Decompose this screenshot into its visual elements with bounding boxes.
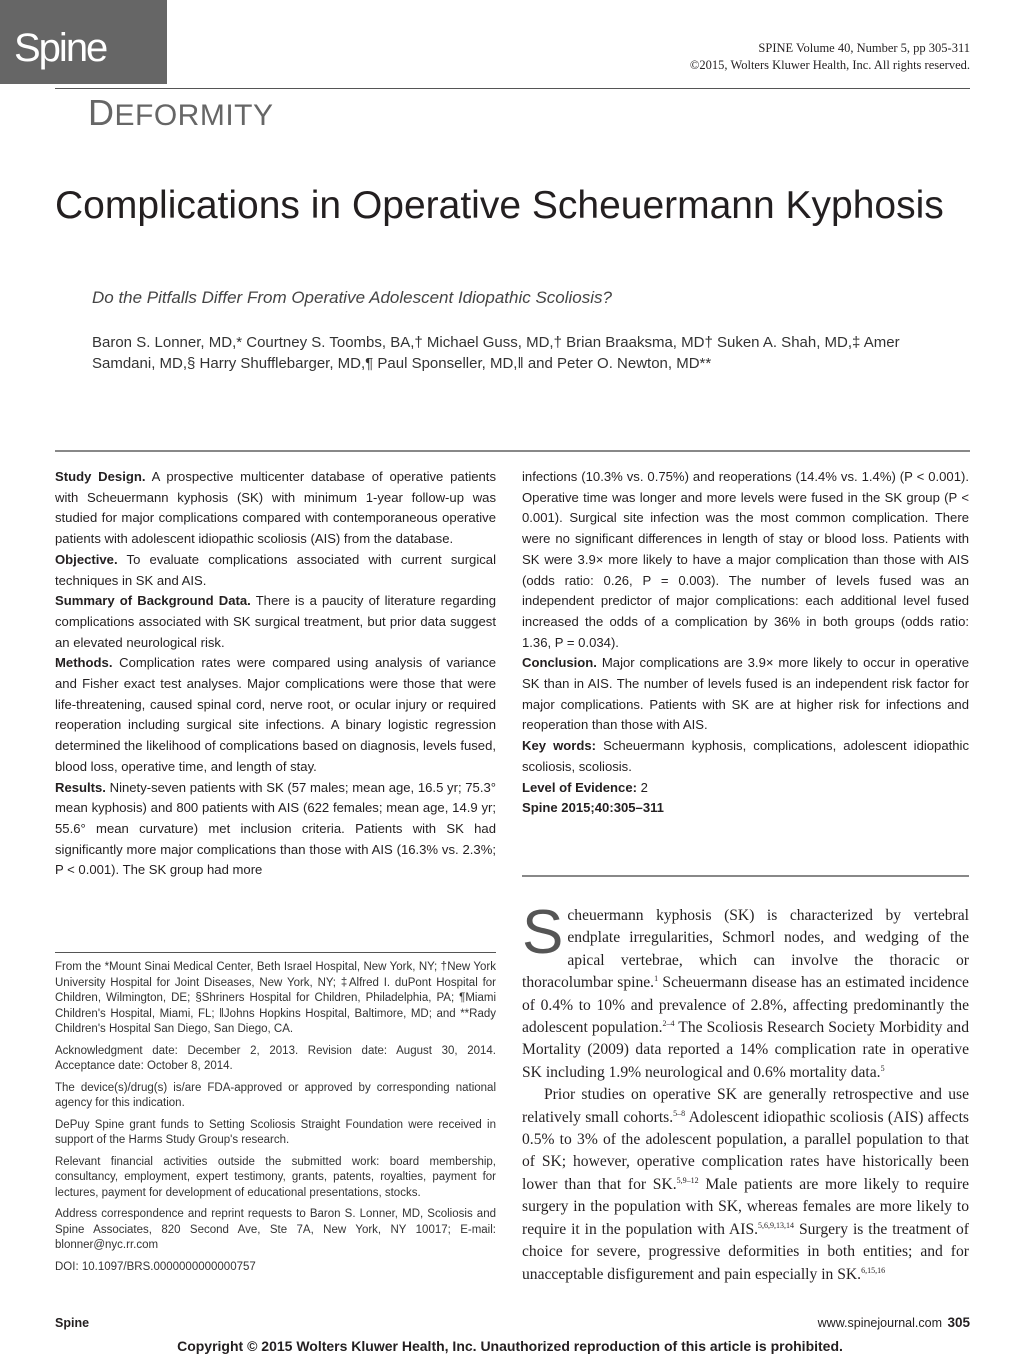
section-initial: D <box>88 92 115 133</box>
background-heading: Summary of Background Data. <box>55 593 251 609</box>
abstract-results <box>55 778 496 882</box>
section-label <box>88 92 274 134</box>
page-number: 305 <box>947 1315 970 1330</box>
footnote-funding: DePuy Spine grant funds to Setting Scoliosis Straight Foundation were received in support of the Harms Study Group's research. <box>55 1118 496 1146</box>
methods-text: Complication rates were compared using analysis of variance and Fisher exact test analyses. Major complications were those that were life-threatening, caused spinal cord, nerve root, or ocular injury or required reoperation including surgical site infections. A binary logistic regression determined the likelihood of complications based on diagnosis, levels fused, blood loss, operative time, and length of stay. <box>55 655 496 774</box>
drop-cap: S <box>522 898 564 967</box>
author-list: Baron S. Lonner, MD,* Courtney S. Toombs, BA,† Michael Guss, MD,† Brian Braaksma, MD† Suken A. Shah, MD,‡ Amer Samdani, MD,§ Harry Shufflebarger, MD,¶ Paul Sponseller, MD,‖ and Peter O. Newton, MD** <box>92 334 900 372</box>
conclusion-heading: Conclusion. <box>522 655 597 671</box>
body-p1-part2: Scheuermann disease has an estimated incidence of 0.4% to 10% and prevalence of 2.8%, affecting predominantly the adolescent population. <box>522 974 969 1037</box>
citation-ref: 5,9–12 <box>676 1175 699 1185</box>
body-paragraph-2 <box>522 1084 969 1286</box>
keywords-text: Scheuermann kyphosis, complications, adolescent idiopathic scoliosis, scoliosis. <box>522 738 970 774</box>
objective-text: To evaluate complications associated with current surgical techniques in SK and AIS. <box>55 551 496 588</box>
body-text <box>522 898 970 1286</box>
abstract-objective <box>55 550 496 591</box>
citation-ref: 5–8 <box>673 1108 686 1118</box>
abstract-keywords <box>522 736 969 777</box>
journal-meta <box>690 40 970 74</box>
abstract-left-column <box>55 467 496 881</box>
results-text: Ninety-seven patients with SK (57 males; mean age, 16.5 yr; 75.3° mean kyphosis) and 800 patients with AIS (622 females; mean age, 14.9 yr; 55.6° mean curvature) met inclusion criteria. Patients with SK had significantly more major complications than those with AIS (16.3% vs. 2.3%; P < 0.001). The SK group had more <box>55 779 496 878</box>
citation-ref: 6,15,16 <box>861 1265 886 1275</box>
body-p2-part1: Prior studies on operative SK are generally retrospective and use relatively small cohorts. <box>522 1086 969 1126</box>
citation-ref: 1 <box>654 974 659 984</box>
body-top-rule <box>522 875 969 877</box>
header-divider <box>55 88 970 89</box>
study-design-text: A prospective multicenter database of operative patients with Scheuermann kyphosis (SK) with minimum 1-year follow-up was studied for major complications compared with contemporaneous operative patients with adolescent idiopathic scoliosis (AIS) from the database. <box>55 469 496 547</box>
body-paragraph-1 <box>522 898 969 1084</box>
methods-heading: Methods. <box>55 655 113 671</box>
abstract-right-column <box>522 467 969 819</box>
body-p1-part1: cheuermann kyphosis (SK) is characterized by vertebral endplate irregularities, Schmorl nodes, and wedging of the apical vertebrae, which can involve the thoracic or thoracolumbar spine. <box>522 907 969 992</box>
footnotes <box>55 960 496 1281</box>
journal-copyright-line: ©2015, Wolters Kluwer Health, Inc. All rights reserved. <box>689 58 970 72</box>
footer-journal-name: Spine <box>55 1316 90 1330</box>
keywords-heading: Key words: <box>522 738 596 754</box>
conclusion-text: Major complications are 3.9× more likely to occur in operative SK than in AIS. The number of levels fused is an independent risk factor for major complications. Patients with SK are at higher risk for infections and reoperation than those with AIS. <box>522 655 969 733</box>
abstract-top-rule <box>55 450 970 452</box>
citation-ref: 2–4 <box>662 1018 675 1028</box>
journal-logo: Spine <box>14 26 107 70</box>
body-p2-part3: Male patients are more likely to require surgery in the population with SK, whereas females are more likely to require it in the population with AIS. <box>522 1175 970 1238</box>
copyright-notice: Copyright © 2015 Wolters Kluwer Health, Inc. Unauthorized reproduction of this article is prohibited. <box>177 1338 843 1354</box>
section-rest: EFORMITY <box>114 99 274 132</box>
background-text: There is a paucity of literature regarding complications associated with SK surgical treatment, but prior data suggest an elevated neurological risk. <box>55 593 496 650</box>
body-p2-part2: Adolescent idiopathic scoliosis (AIS) affects 0.5% to 3% of the adolescent population, a parallel population to that of SK; however, operative complication rates have historically been lower than that for SK. <box>522 1108 970 1193</box>
footnote-financial: Relevant financial activities outside the submitted work: board membership, consultancy, employment, expert testimony, grants, patents, royalties, payment for lectures, payment for development of educational presentations, stocks. <box>55 1155 496 1199</box>
abstract-background <box>55 591 496 653</box>
footnote-address: Address correspondence and reprint requests to Baron S. Lonner, MD, Scoliosis and Spine Associates, 820 Second Ave, Ste 7A, New York, NY 10017; E-mail: blonner@nyc.rr.com <box>55 1208 496 1251</box>
level-heading: Level of Evidence: <box>522 779 637 795</box>
footnote-divider <box>55 952 496 953</box>
footer-url[interactable]: www.spinejournal.com <box>817 1316 942 1330</box>
citation-ref: 5,6,9,13,14 <box>758 1220 795 1230</box>
footnote-dates: Acknowledgment date: December 2, 2013. Revision date: August 30, 2014. Acceptance date: October 8, 2014. <box>55 1044 496 1072</box>
study-design-heading: Study Design. <box>55 469 146 484</box>
results-heading: Results. <box>55 779 106 795</box>
journal-volume-line: SPINE Volume 40, Number 5, pp 305-311 <box>758 41 970 55</box>
level-text: 2 <box>640 779 648 795</box>
abstract-conclusion <box>522 653 969 736</box>
footnote-doi: DOI: 10.1097/BRS.0000000000000757 <box>55 1260 256 1273</box>
abstract-study-design <box>55 467 496 550</box>
results-continued: infections (10.3% vs. 0.75%) and reoperations (14.4% vs. 1.4%) (P < 0.001). Operative time was longer and more levels were fused in the SK group (P < 0.001). Surgical site infection was the most common complication. There were no significant differences in length of stay or blood loss. Patients with SK were 3.9× more likely to have a major complication than those with AIS (odds ratio: 0.26, P = 0.003). The number of levels fused was an independent predictor of major complications: each additional level fused increased the odds of a complication by 36% in both groups (odds ratio: 1.36, P = 0.034). <box>522 469 969 650</box>
body-p2-part4: Surgery is the treatment of choice for severe, progressive deformities in both entities; and for unacceptable disfigurement and pain especially in SK. <box>522 1220 969 1283</box>
objective-heading: Objective. <box>55 551 118 567</box>
citation-text: Spine 2015;40:305–311 <box>522 800 664 816</box>
citation-ref: 5 <box>880 1063 885 1073</box>
abstract-citation <box>522 798 969 819</box>
footnote-affiliations: From the *Mount Sinai Medical Center, Beth Israel Hospital, New York, NY; †New York University Hospital for Joint Diseases, New York, NY; ‡Alfred I. duPont Hospital for Children, Wilmington, DE; §Shriners Hospital for Children, Philadelphia, PA; ¶Miami Children's Hospital, Miami, FL; ‖Johns Hopkins Hospital, Baltimore, MD; and **Rady Children's Hospital San Diego, San Diego, CA. <box>55 961 496 1035</box>
body-p1-part3: The Scoliosis Research Society Morbidity and Mortality (2009) data reported a 14% complication rate in operative SK including 1.9% neurological and 0.6% mortality data. <box>522 1019 969 1081</box>
abstract-methods <box>55 653 496 777</box>
article-title: Complications in Operative Scheuermann Kyphosis <box>55 184 944 227</box>
footnote-fda: The device(s)/drug(s) is/are FDA-approved or approved by corresponding national agency for this indication. <box>55 1081 496 1109</box>
article-subtitle: Do the Pitfalls Differ From Operative Adolescent Idiopathic Scoliosis? <box>92 288 612 307</box>
abstract-level <box>522 778 969 799</box>
